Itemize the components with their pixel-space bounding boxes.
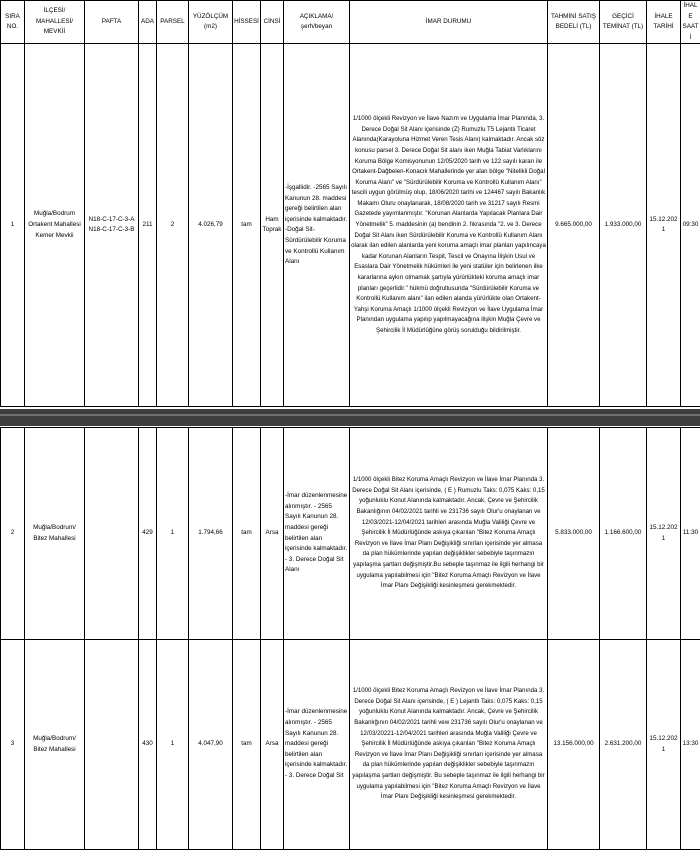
- cell-yuzolcum: 4.026,79: [189, 44, 233, 407]
- cell-parsel: 1: [157, 640, 189, 850]
- cell-hissesi: tam: [233, 428, 261, 640]
- cell-bedel: 9.665.000,00: [548, 44, 600, 407]
- cell-sira: 1: [1, 44, 25, 407]
- cell-saat: 13:30: [681, 640, 700, 850]
- cell-tarih: 15.12.2021: [647, 44, 681, 407]
- cell-teminat: 1.933.000,00: [600, 44, 647, 407]
- cell-cinsi: Arsa: [261, 428, 284, 640]
- header-saat: İHALE SAATİ: [681, 1, 700, 44]
- cell-ada: 211: [139, 44, 157, 407]
- cell-imar: 1/1000 ölçekli Bitez Koruma Amaçlı Revizyon ve İlave İmar Planında 3. Derece Doğal Sit Alanı içerisinde, ( E ) Lejantlı Taks: 0,075 Kaks: 0,15 yoğunluklu Konut Alanında kalmaktadır. Ancak, Çevre ve Şehircilik Bakanlığının 04/02/2021 tarihli vew 231736 sayılı Olur'u onaylanan ve 12/03/20221-12/04/2021 tarihleri arasında Muğla Valiliği Çevre ve Şehircilik İl Müdürlüğünde askıya çıkarılan "Bitez Koruma Amaçlı Revizyon ve İlave İmar Planı Değişikliği sınırları içerisinde yer almasa da plan hükümlerinde yapılan değişiklikler sebebiyle taşınmazın yapılaşma şartları değişmiştir. Bu sebeple taşınmaz ile ilgili herhangi bir uygulama yapılabilmesi için "Bitez Koruma Amaçlı Revizyon ve İlave İmar Planı Değişikliği kesinleşmesi gerekmektedir.: [350, 640, 548, 850]
- cell-ada: 430: [139, 640, 157, 850]
- cell-teminat: 2.631.200,00: [600, 640, 647, 850]
- header-parsel: PARSEL: [157, 1, 189, 44]
- page-separator: [0, 409, 700, 426]
- auction-table-top: [0, 0, 700, 407]
- cell-bedel: 5.833.000,00: [548, 428, 600, 640]
- cell-yuzolcum: 4.047,90: [189, 640, 233, 850]
- header-ilce: İLÇESİ/ MAHALLESİ/ MEVKİİ: [25, 1, 85, 44]
- header-pafta: PAFTA: [85, 1, 139, 44]
- page-separator-line: [0, 414, 700, 416]
- table-row: [1, 44, 700, 407]
- cell-hissesi: tam: [233, 44, 261, 407]
- cell-aciklama: -İşgallidir. -2565 Sayılı Kanunun 28. maddesi gereği belirtilen alan içerisinde kalmaktadır. -Doğal Sit-Sürdürülebilir Koruma ve Kontrollü Kullanım Alanı: [284, 44, 350, 407]
- cell-saat: 09:30: [681, 44, 700, 407]
- auction-table-bottom: [0, 427, 700, 850]
- cell-pafta: N18-C-17-C-3-A N18-C-17-C-3-B: [85, 44, 139, 407]
- cell-ilce: Muğla/Bodrum/ Bitez Mahallesi: [25, 428, 85, 640]
- header-bedel: TAHMİNİ SATIŞ BEDELİ (TL): [548, 1, 600, 44]
- cell-imar: 1/1000 ölçekli Bitez Koruma Amaçlı Revizyon ve İlave İmar Planında 3. Derece Doğal Sit Alanı içerisinde, ( E ) Rumuzlu Taks: 0,075 Kaks: 0,15 yoğunluklu Konut Alanında kalmaktadır. Ancak, Çevre ve Şehircilik Bakanlığının 04/02/2021 tarihli ve 231736 sayılı Olur'u onaylanan ve 12/03/2021-12/04/2021 tarihleri arasında Muğla Valiliği Çevre ve Şehircilik İl Müdürlüğünde askıya çıkarılan "Bitez Koruma Amaçlı Revizyon ve İlave İmar Planı Değişikliği sınırları içerisinde yer almasa da plan hükümlerinde yapılan değişiklikler sebebiyle taşınmazın yapılaşma şartları değişmiştir.Bu sebeple taşınmaz ile ilgili herhangi bir uygulama yapılabilmesi için "Bitez Koruma Amaçlı Revizyon ve İlave İmar Planı Değişikliği kesinleşmesi gerekmektedir.: [350, 428, 548, 640]
- cell-ilce: Muğla/Bodrum Ortakent Mahallesi Kemer Mevkii: [25, 44, 85, 407]
- cell-tarih: 15.12.2021: [647, 640, 681, 850]
- header-aciklama: AÇIKLAMA/ şerh/beyan: [284, 1, 350, 44]
- cell-parsel: 1: [157, 428, 189, 640]
- cell-saat: 11:30: [681, 428, 700, 640]
- header-row: [1, 1, 700, 44]
- header-teminat: GEÇİCİ TEMİNAT (TL): [600, 1, 647, 44]
- header-cinsi: CİNSİ: [261, 1, 284, 44]
- header-ada: ADA: [139, 1, 157, 44]
- cell-imar: 1/1000 ölçekli Revizyon ve İlave Nazım ve Uygulama İmar Planında, 3. Derece Doğal Sit Alanı içerisinde (Z) Rumuzlu T5 Lejantlı Ticaret Alanında(Karayoluna Hizmet Veren Tesis Alanı) kalmaktadır. Ancak söz konusu parsel 3. Derece Doğal Sit alanı iken Muğla Tabiat Varlıklarını Koruma Bölge Komisyonunun 12/05/2020 tarih ve 122 sayılı kararı ile Ortakent-Dağbelen-Konacık Mahallerinde yer alan bölge "Nitelikli Doğal Koruma Alanı" ve "Sürdürülebilir Koruma ve Kontrollü Kullanım Alanı" tescili uygun görülmüş olup, 18/06/2020 tarihi ve 124467 sayılı Bakanlık Makamı Oluru onaylanarak, 18/08/2020 tarih ve 31217 sayılı Resmi Gazetede yayımlanmıştır. "Korunan Alanlarda Yapılacak Planlara Dair Yönetmelik" 5. maddesinin (a) bendinin 2. fıkrasında "2. ve 3. Derece Doğal Sit Alanı iken Sürdürülebilir Koruma ve Kontrollü Kullanım Alanı olarak ilan edilen alanlarda yeni koruma amaçlı imar planları yapılıncaya kadar Korunan Alanların Tespit, Tescil ve Onayına İlişkin Usul ve Esaslara Dair Yönetmelik hükümleri ile yeni statüler için belirlenen ilke kararlarına aykırı olmamak şartıyla yürürlükteki koruma amaçlı imar planları geçerlidir." hükmü doğrultusunda "Sürdürülebilir Koruma ve Kontrollü Kullanım alanı" ilan edilen alanda yürürlükte olan Ortakent-Yahşi Koruma Amaçlı 1/1000 ölçekli Revizyon ve İlave Uygulama İmar Planından uygulama yapılıp yapılmayacağına ilişkin Muğla Çevre ve Şehircilik İl Müdürlüğüne görüş sorulduğu bildirilmiştir.: [350, 44, 548, 407]
- cell-parsel: 2: [157, 44, 189, 407]
- cell-yuzolcum: 1.794,66: [189, 428, 233, 640]
- cell-pafta: [85, 428, 139, 640]
- cell-cinsi: Arsa: [261, 640, 284, 850]
- header-tarih: İHALE TARİHİ: [647, 1, 681, 44]
- cell-ada: 429: [139, 428, 157, 640]
- cell-aciklama: -İmar düzenlenmesine alınmıştır. - 2565 Sayılı Kanunun 28. maddesi gereği belirtilen alan içerisinde kalmaktadır. - 3. Derece Doğal Sit Alanı: [284, 428, 350, 640]
- table-row: [1, 428, 700, 640]
- header-hissesi: HİSSESİ: [233, 1, 261, 44]
- header-sira: SIRA NO.: [1, 1, 25, 44]
- cell-teminat: 1.166.600,00: [600, 428, 647, 640]
- cell-sira: 2: [1, 428, 25, 640]
- cell-tarih: 15.12.2021: [647, 428, 681, 640]
- header-imar: İMAR DURUMU: [350, 1, 548, 44]
- header-yuzolcum: YÜZÖLÇÜM (m2): [189, 1, 233, 44]
- cell-ilce: Muğla/Bodrum/ Bitez Mahallesi: [25, 640, 85, 850]
- cell-sira: 3: [1, 640, 25, 850]
- table-row: [1, 640, 700, 850]
- cell-aciklama: -İmar düzenlenmesine alınmıştır. - 2565 Sayılı Kanunun 28. maddesi gereği belirtilen alan içerisinde kalmaktadır. - 3. Derece Doğal Sit: [284, 640, 350, 850]
- cell-hissesi: tam: [233, 640, 261, 850]
- cell-bedel: 13.156.000,00: [548, 640, 600, 850]
- cell-pafta: [85, 640, 139, 850]
- cell-cinsi: Ham Toprak: [261, 44, 284, 407]
